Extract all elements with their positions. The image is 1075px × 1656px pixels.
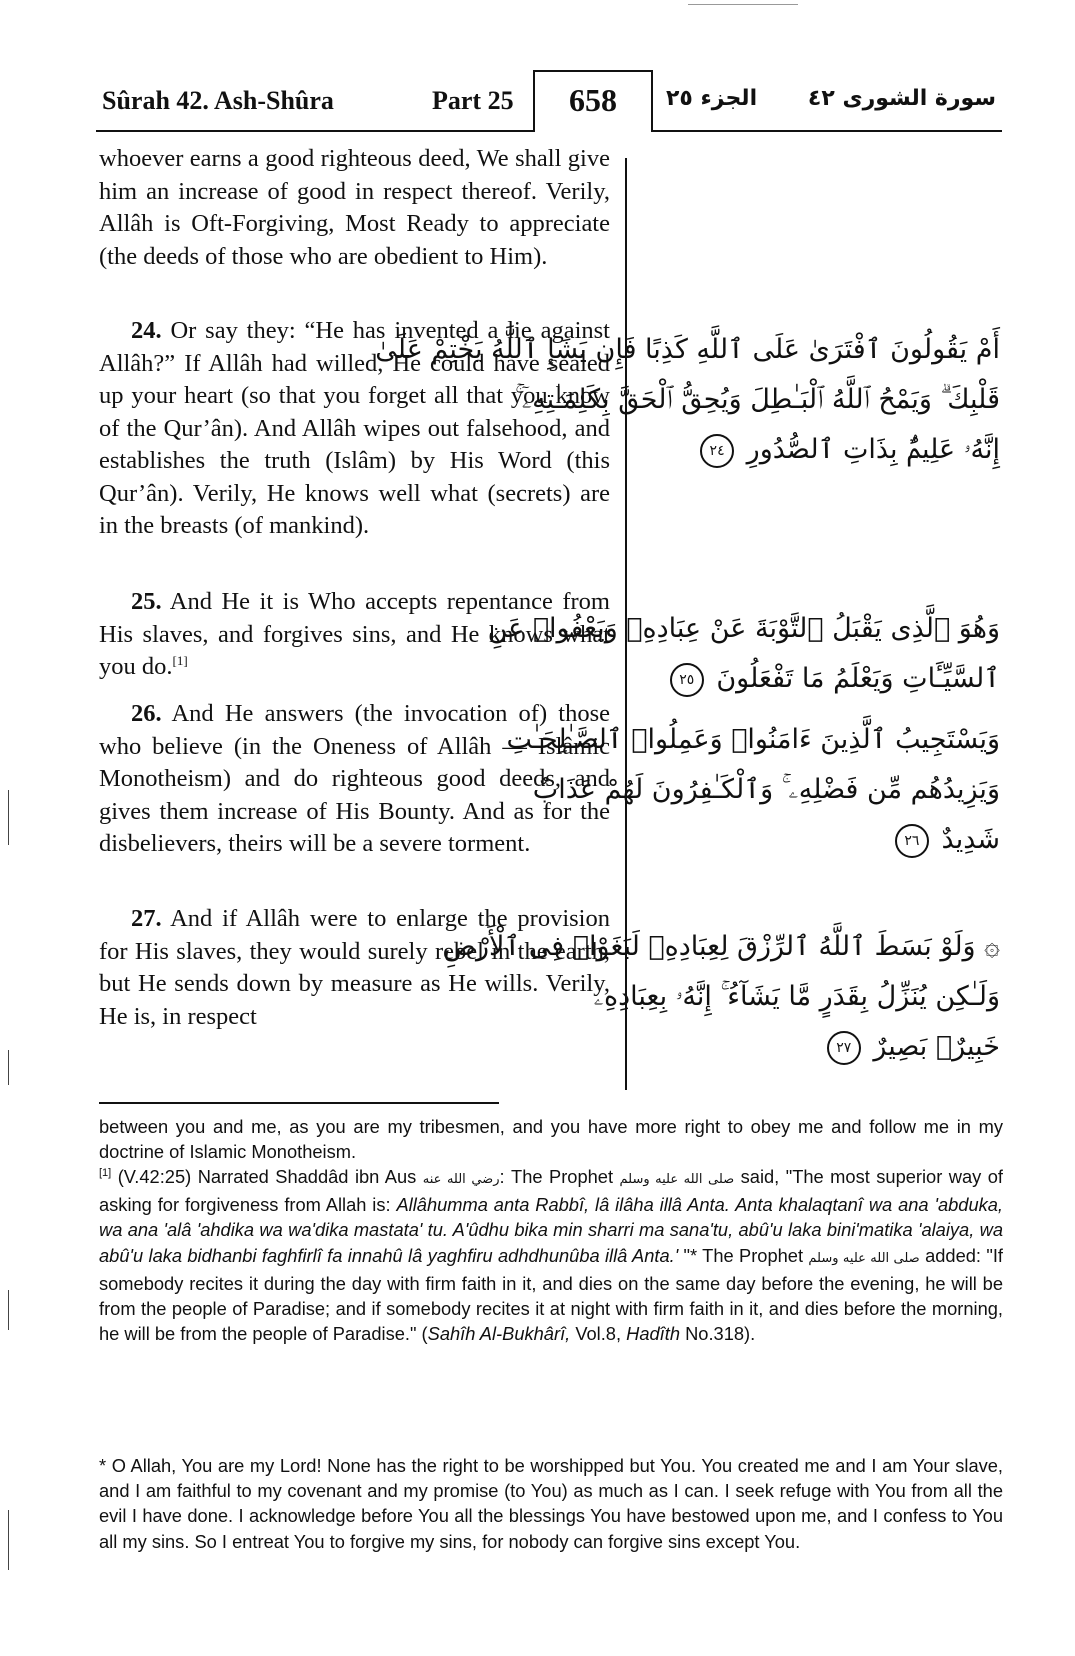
verse-number: 24. <box>131 317 162 344</box>
arabic-surah-title: سورة الشورى ٤٢ <box>807 86 996 111</box>
part-label: Part 25 <box>432 86 514 115</box>
verse-26-arabic <box>506 715 1000 865</box>
arabic-line-end: إِنَّهُۥ عَلِيمٌۢ بِذَاتِ ٱلصُّدُورِ ٢٤ <box>642 425 1000 475</box>
arabic-line: وَهُوَ ٱلَّذِى يَقْبَلُ ٱلتَّوْبَةَ عَنْ عِبَادِهِۦ وَيَعْفُوا۟ عَنِ <box>487 613 1000 644</box>
arabic-line: ۞ وَلَوْ بَسَطَ ٱللَّهُ ٱلرِّزْقَ لِعِبَادِهِۦ لَبَغَوْا۟ فِى ٱلْأَرْضِ <box>443 931 1000 962</box>
footnote-1: [1] (V.42:25) Narrated Shaddâd ibn Aus رضي الله عنه: The Prophet صلى الله عليه وسلم said, "The most superior way of asking for forgiveness from Allah is: Allâhumma anta Rabbî, lâ ilâha illâ Anta. Anta khalaqtanî wa ana 'abduka, wa ana 'alâ 'ahdika wa wa'dika mastata' tu. A'ûdhu bika min sharri ma sana'tu, abû'u laka bini'matika 'alaiya, wa abû'u laka bidhanbi faghfirlî fa innahû lâ yaghfiru adhdhunûba illâ Anta.' "* The Prophet صلى الله عليه وسلم added: "If somebody recites it during the day with firm faith in it, and dies on the same day before the evening, he will be from the people of Paradise; and if somebody recites it at night with firm faith in it, and dies before the morning, he will be from the people of Paradise." (Sahîh Al-Bukhârî, Vol.8, Hadîth No.318). <box>99 1166 1004 1345</box>
arabic-line: أَمْ يَقُولُونَ ٱفْتَرَىٰ عَلَى ٱللَّهِ كَذِبًا فَإِن يَشَإِ ٱللَّهُ يَخْتِمْ عَلَىٰ <box>375 334 1000 365</box>
arabic-line-end: شَدِيدٌ ٢٦ <box>642 815 1000 865</box>
arabic-salutation: صلى الله عليه وسلم <box>619 1172 735 1187</box>
verse-25-arabic <box>487 604 1000 704</box>
verse-text: And He it is Who accepts repentance from His slaves, and forgives sins, and He knows what you do. <box>99 588 610 680</box>
source-title: Sahîh Al-Bukhârî, <box>427 1323 571 1345</box>
scan-mark <box>8 1050 9 1085</box>
verse-text: And if Allâh were to enlarge the provision for His slaves, they would surely rebel in the earth, but He sends down by measure as He wills. Verily, He is, in respect <box>99 905 610 1030</box>
page-header <box>96 74 1002 132</box>
verse-number: 27. <box>131 905 162 932</box>
footnote-text: * O Allah, You are my Lord! None has the right to be worshipped but You. You created me and I am Your slave, and I am faithful to my covenant and my promise (to You) as much as I can. I seek refuge with You from all the evil I have done. I acknowledge before You all the blessings You have bestowed upon me, and I confess to You all my sins. So I entreat You to forgive my sins, for nobody can forgive sins except You. <box>99 1455 1003 1552</box>
verse-end-marker: ٢٤ <box>700 434 734 468</box>
verse-number: 26. <box>131 700 162 727</box>
footnote-continuation <box>99 1114 1003 1164</box>
verse-24-arabic <box>375 325 1000 475</box>
verse-text: And He answers (the invocation of) those who believe (in the Oneness of Allâh — Islâmic Monotheism) and do righteous good deeds, and gives them increase of His Bounty. And as for the disbelievers, theirs will be a severe torment. <box>99 700 610 857</box>
verse-27-arabic <box>443 922 1000 1072</box>
verse-end-marker: ٢٦ <box>895 824 929 858</box>
arabic-part-label: الجزء ٢٥ <box>666 86 758 111</box>
footnote-ref[interactable]: [1] <box>172 652 188 668</box>
footnote-star <box>99 1453 1003 1554</box>
verse-text: Or say they: “He has invented a lie against Allâh?” If Allâh had willed, He could have sealed up your heart (so that you forget all that you know of the Qur’ân). And Allâh wipes out falsehood, and establishes the truth (Islâm) by His Word (this Qur’ân). Verily, He knows well what (secrets) are in the breasts (of mankind). <box>99 317 610 539</box>
arabic-line: وَيَسْتَجِيبُ ٱلَّذِينَ ءَامَنُوا۟ وَعَمِلُوا۟ ٱلصَّـٰلِحَـٰتِ <box>506 724 1000 755</box>
arabic-honorific: رضي الله عنه <box>422 1172 500 1187</box>
arabic-line: وَيَزِيدُهُم مِّن فَضْلِهِۦ ۚ وَٱلْكَـٰفِرُونَ لَهُمْ عَذَابٌ <box>532 774 1000 805</box>
footnote-marker: [1] <box>99 1166 112 1179</box>
supplication-transliteration: Allâhumma anta Rabbî, lâ ilâha illâ Anta. Anta khalaqtanî wa ana 'abduka, wa ana 'alâ 'ahdika wa wa'dika mastata' tu. A'ûdhu bika min sharri ma sana'tu, abû'u laka bini'matika 'alaiya, wa abû'u laka bidhanbi faghfirlî fa innahû lâ yaghfiru adhdhunûba illâ Anta.' <box>99 1194 1004 1266</box>
scan-mark <box>8 1290 9 1330</box>
verse-end-marker: ٢٧ <box>827 1031 861 1065</box>
arabic-line-end: خَبِيرٌۢ بَصِيرٌ ٢٧ <box>642 1022 1000 1072</box>
top-edge-line <box>688 4 798 5</box>
continuation-text: whoever earns a good righteous deed, We shall give him an increase of good in respect thereof. Verily, Allâh is Oft-Forgiving, Most Ready to appreciate (the deeds of those who are obedient to Him). <box>99 145 610 270</box>
page-number: 658 <box>533 70 653 132</box>
surah-title: Sûrah 42. Ash-Shûra <box>102 86 334 115</box>
footnote-text: between you and me, as you are my tribesmen, and you have more right to obey me and follow me in my doctrine of Islamic Monotheism. <box>99 1116 1003 1163</box>
arabic-salutation: صلى الله عليه وسلم <box>808 1250 920 1266</box>
scan-mark <box>8 790 9 845</box>
english-continuation <box>99 143 610 273</box>
verse-number: 25. <box>131 588 162 615</box>
scan-mark <box>8 1510 9 1570</box>
arabic-line-end: ٱلسَّيِّـَٔاتِ وَيَعْلَمُ مَا تَفْعَلُونَ ٢٥ <box>642 654 1000 704</box>
footnote-separator <box>99 1102 499 1104</box>
arabic-line: وَلَـٰكِن يُنَزِّلُ بِقَدَرٍ مَّا يَشَآءُ ۚ إِنَّهُۥ بِعِبَادِهِۦ <box>593 981 1000 1012</box>
verse-end-marker: ٢٥ <box>670 663 704 697</box>
arabic-line: قَلْبِكَ ۗ وَيَمْحُ ٱللَّهُ ٱلْبَـٰطِلَ وَيُحِقُّ ٱلْحَقَّ بِكَلِمَـٰتِهِۦٓ ۚ <box>515 384 1000 415</box>
